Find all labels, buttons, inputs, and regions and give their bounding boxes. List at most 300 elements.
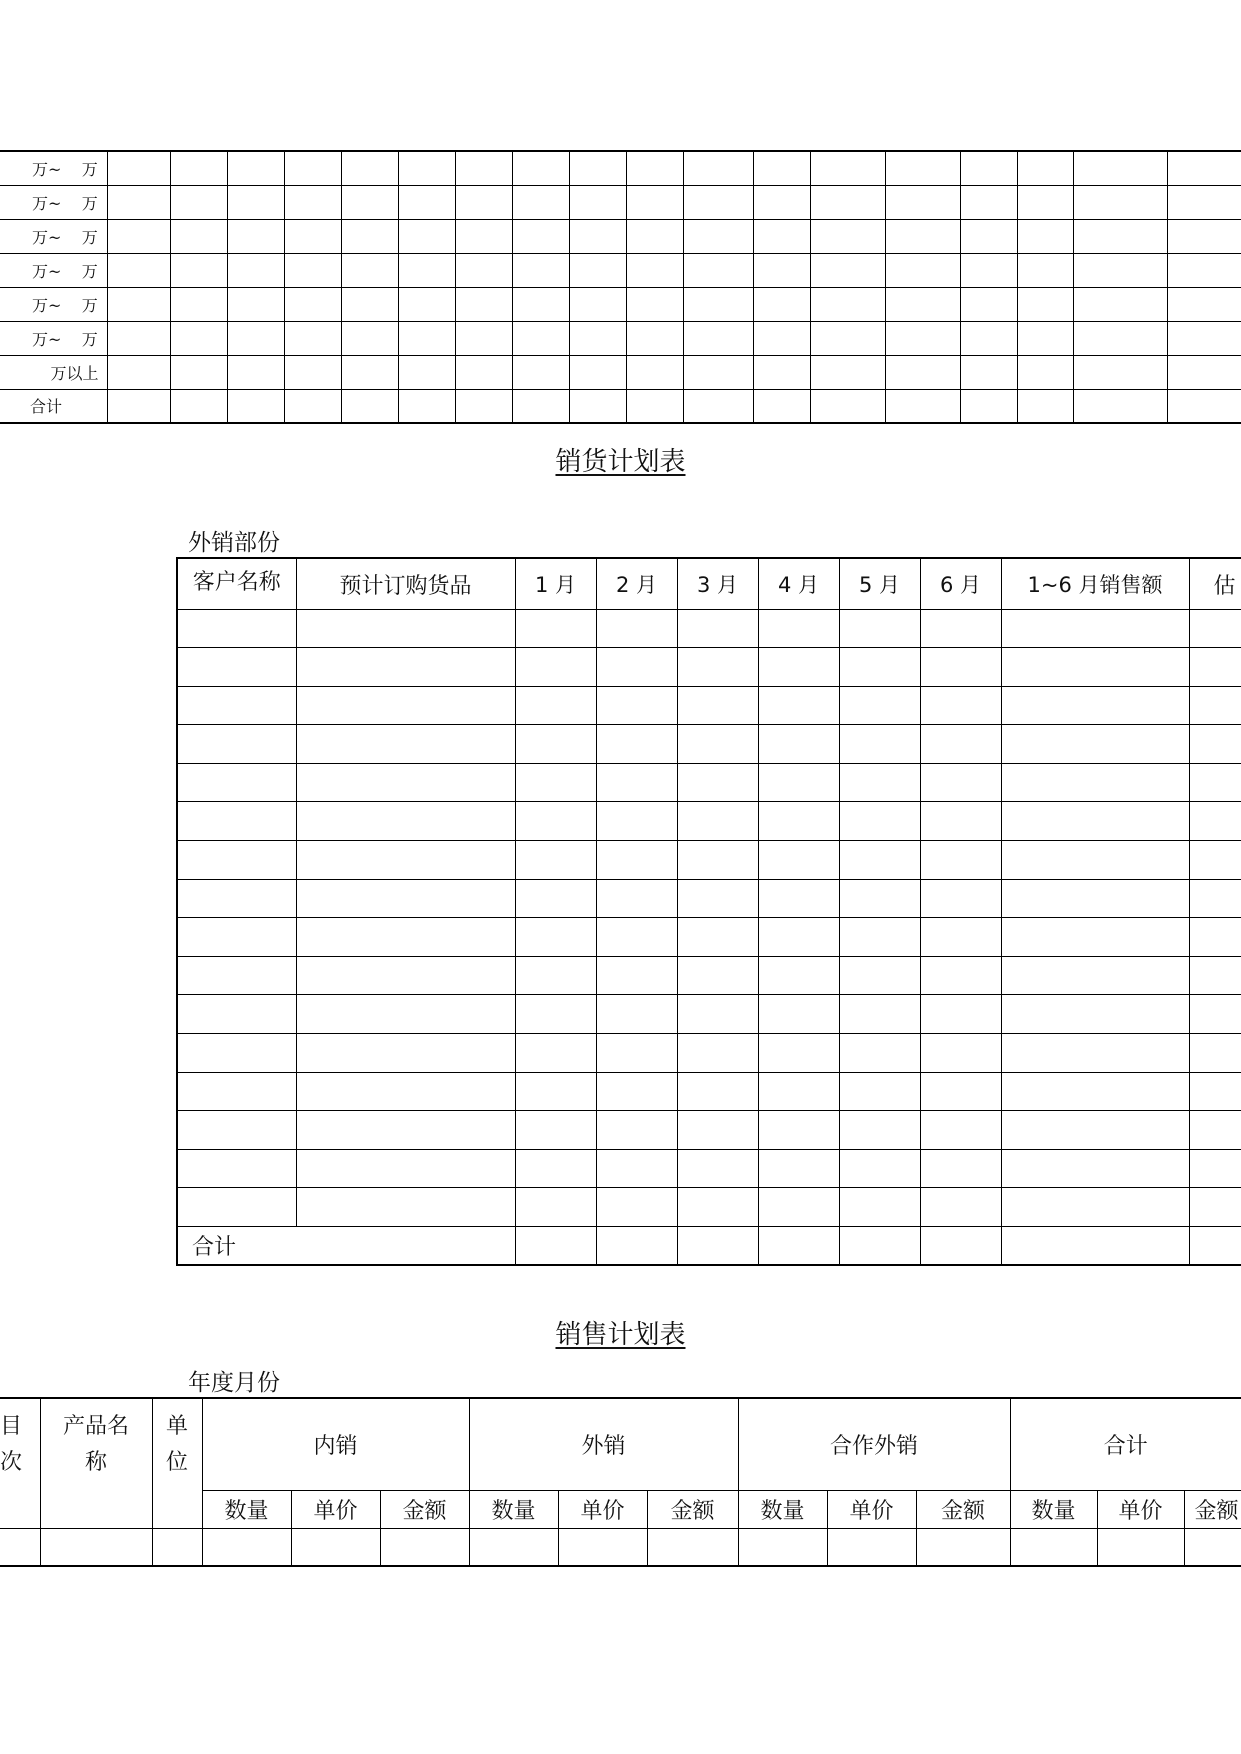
cell	[677, 1111, 758, 1150]
cell	[1017, 151, 1073, 185]
cell	[1189, 1227, 1241, 1266]
cell	[296, 879, 515, 918]
cell	[1189, 725, 1241, 764]
cell	[398, 287, 455, 321]
total-row	[177, 1227, 1241, 1266]
cell	[758, 763, 839, 802]
cell	[960, 219, 1017, 253]
cell	[1001, 918, 1189, 957]
cell	[1001, 1072, 1189, 1111]
cell	[177, 648, 296, 687]
cell	[596, 995, 677, 1034]
subheader-unit-price: 单价	[827, 1490, 916, 1528]
cell	[341, 389, 398, 423]
cell	[626, 287, 683, 321]
cell	[753, 219, 810, 253]
range-label: 合计	[0, 389, 107, 423]
cell	[177, 918, 296, 957]
cell	[810, 287, 885, 321]
cell	[1017, 219, 1073, 253]
cell	[810, 151, 885, 185]
cell	[515, 648, 596, 687]
cell	[920, 686, 1001, 725]
cell	[677, 1072, 758, 1111]
cell	[170, 321, 227, 355]
cell	[515, 1188, 596, 1227]
cell	[1073, 253, 1167, 287]
cell	[596, 1111, 677, 1150]
table-row	[177, 1072, 1241, 1111]
cell	[227, 185, 284, 219]
header-item-no: 目 次	[0, 1398, 40, 1528]
cell	[960, 321, 1017, 355]
cell	[626, 151, 683, 185]
cell	[920, 1034, 1001, 1073]
range-label: 万~ 万	[0, 287, 107, 321]
cell	[839, 802, 920, 841]
cell	[341, 219, 398, 253]
cell	[455, 355, 512, 389]
cell	[227, 321, 284, 355]
cell	[960, 389, 1017, 423]
year-month-label: 年度月份	[188, 1370, 280, 1396]
range-row	[0, 151, 1241, 185]
cell	[515, 918, 596, 957]
cell	[569, 287, 626, 321]
cell	[596, 956, 677, 995]
cell	[960, 253, 1017, 287]
cell	[596, 1034, 677, 1073]
cell	[455, 321, 512, 355]
cell	[455, 287, 512, 321]
cell	[1017, 355, 1073, 389]
cell	[170, 287, 227, 321]
cell	[920, 725, 1001, 764]
header-month-5: 5 月	[839, 558, 920, 609]
cell	[885, 389, 960, 423]
cell	[296, 1072, 515, 1111]
cell	[677, 763, 758, 802]
cell	[380, 1528, 469, 1566]
table-row	[177, 841, 1241, 880]
cell	[512, 321, 569, 355]
cell	[1001, 879, 1189, 918]
cell	[512, 219, 569, 253]
cell	[753, 389, 810, 423]
sales-goods-plan-table	[176, 557, 1241, 1266]
cell	[296, 648, 515, 687]
cell	[596, 1149, 677, 1188]
cell	[885, 355, 960, 389]
cell	[512, 355, 569, 389]
sales-plan-table	[0, 1397, 1241, 1567]
cell	[758, 841, 839, 880]
cell	[885, 185, 960, 219]
cell	[626, 185, 683, 219]
cell	[398, 355, 455, 389]
cell	[569, 355, 626, 389]
cell	[1167, 389, 1241, 423]
cell	[398, 389, 455, 423]
cell	[1189, 763, 1241, 802]
cell	[1189, 841, 1241, 880]
cell	[758, 1072, 839, 1111]
cell	[296, 725, 515, 764]
range-label: 万以上	[0, 355, 107, 389]
cell	[227, 219, 284, 253]
cell	[341, 185, 398, 219]
cell	[284, 151, 341, 185]
cell	[455, 219, 512, 253]
cell	[758, 1149, 839, 1188]
cell	[170, 389, 227, 423]
cell	[758, 1188, 839, 1227]
cell	[677, 802, 758, 841]
table-row	[177, 725, 1241, 764]
cell	[469, 1528, 558, 1566]
header-product-name: 产品名 称	[40, 1398, 152, 1528]
cell	[839, 1034, 920, 1073]
cell	[839, 1111, 920, 1150]
cell	[683, 151, 753, 185]
cell	[170, 219, 227, 253]
cell	[284, 389, 341, 423]
cell	[398, 253, 455, 287]
subheader-quantity: 数量	[1010, 1490, 1097, 1528]
cell	[677, 841, 758, 880]
header-export: 外销	[469, 1398, 738, 1490]
cell	[920, 995, 1001, 1034]
sales-goods-plan-title: 销货计划表	[555, 447, 686, 477]
cell	[107, 389, 170, 423]
cell	[753, 355, 810, 389]
cell	[1189, 1149, 1241, 1188]
header-domestic: 内销	[202, 1398, 469, 1490]
cell	[916, 1528, 1010, 1566]
cell	[677, 1034, 758, 1073]
cell	[152, 1528, 202, 1566]
sales-plan-title: 销售计划表	[555, 1320, 686, 1350]
cell	[1167, 355, 1241, 389]
cell	[839, 918, 920, 957]
cell	[920, 841, 1001, 880]
cell	[810, 185, 885, 219]
cell	[1189, 1072, 1241, 1111]
cell	[683, 287, 753, 321]
cell	[177, 1111, 296, 1150]
cell	[515, 1072, 596, 1111]
cell	[758, 725, 839, 764]
range-row	[0, 253, 1241, 287]
cell	[512, 253, 569, 287]
cell	[1167, 151, 1241, 185]
cell	[647, 1528, 738, 1566]
cell	[1073, 355, 1167, 389]
cell	[296, 609, 515, 648]
cell	[683, 219, 753, 253]
cell	[839, 995, 920, 1034]
cell	[1097, 1528, 1184, 1566]
header-customer-name: 客户名称	[177, 558, 296, 609]
cell	[1189, 995, 1241, 1034]
cell	[284, 185, 341, 219]
cell	[1017, 185, 1073, 219]
cell	[839, 1149, 920, 1188]
cell	[341, 355, 398, 389]
cell	[227, 287, 284, 321]
cell	[758, 918, 839, 957]
cell	[455, 253, 512, 287]
cell	[920, 1188, 1001, 1227]
cell	[920, 763, 1001, 802]
cell	[758, 956, 839, 995]
cell	[683, 389, 753, 423]
cell	[515, 763, 596, 802]
cell	[341, 321, 398, 355]
cell	[177, 1034, 296, 1073]
table-row	[177, 686, 1241, 725]
cell	[677, 956, 758, 995]
cell	[1017, 287, 1073, 321]
cell	[677, 879, 758, 918]
header-h1-sales-total: 1~6 月销售额	[1001, 558, 1189, 609]
cell	[1017, 389, 1073, 423]
cell	[885, 253, 960, 287]
cell	[596, 725, 677, 764]
cell	[1189, 609, 1241, 648]
table-row	[177, 802, 1241, 841]
range-label: 万~ 万	[0, 151, 107, 185]
cell	[885, 321, 960, 355]
cell	[758, 609, 839, 648]
cell	[839, 763, 920, 802]
range-row	[0, 389, 1241, 423]
cell	[284, 287, 341, 321]
cell	[1184, 1528, 1241, 1566]
cell	[758, 802, 839, 841]
cell	[626, 389, 683, 423]
subheader-amount: 金额	[647, 1490, 738, 1528]
cell	[810, 355, 885, 389]
header-total: 合计	[1010, 1398, 1241, 1490]
cell	[920, 802, 1001, 841]
range-row	[0, 321, 1241, 355]
cell	[596, 1227, 677, 1266]
cell	[1073, 151, 1167, 185]
cell	[960, 185, 1017, 219]
table-header-row	[0, 1398, 1241, 1490]
cell	[515, 841, 596, 880]
cell	[515, 802, 596, 841]
cell	[177, 763, 296, 802]
cell	[1189, 918, 1241, 957]
table-row	[177, 956, 1241, 995]
cell	[1001, 725, 1189, 764]
cell	[1001, 1034, 1189, 1073]
cell	[1189, 1188, 1241, 1227]
cell	[398, 151, 455, 185]
cell	[758, 995, 839, 1034]
cell	[839, 725, 920, 764]
table-row	[177, 1034, 1241, 1073]
cell	[839, 841, 920, 880]
table-row	[177, 1111, 1241, 1150]
cell	[170, 151, 227, 185]
cell	[1073, 185, 1167, 219]
cell	[515, 686, 596, 725]
cell	[596, 648, 677, 687]
cell	[170, 253, 227, 287]
cell	[284, 355, 341, 389]
subheader-unit-price: 单价	[291, 1490, 380, 1528]
cell	[296, 686, 515, 725]
cell	[1001, 763, 1189, 802]
cell	[296, 763, 515, 802]
cell	[398, 219, 455, 253]
cell	[839, 956, 920, 995]
subheader-amount: 金额	[1184, 1490, 1241, 1528]
subheader-amount: 金额	[916, 1490, 1010, 1528]
cell	[177, 995, 296, 1034]
cell	[515, 725, 596, 764]
cell	[677, 1227, 758, 1266]
cell	[177, 1188, 296, 1227]
table-row	[177, 1188, 1241, 1227]
cell	[596, 1188, 677, 1227]
cell	[885, 219, 960, 253]
cell	[227, 151, 284, 185]
cell	[177, 802, 296, 841]
cell	[920, 879, 1001, 918]
cell	[758, 1111, 839, 1150]
cell	[758, 686, 839, 725]
cell	[1001, 802, 1189, 841]
cell	[1189, 956, 1241, 995]
cell	[227, 389, 284, 423]
cell	[107, 151, 170, 185]
cell	[1001, 1111, 1189, 1150]
cell	[1167, 219, 1241, 253]
cell	[1001, 686, 1189, 725]
cell	[1001, 1227, 1189, 1266]
cell	[177, 609, 296, 648]
table-header-row	[177, 558, 1241, 609]
cell	[920, 1149, 1001, 1188]
cell	[455, 151, 512, 185]
cell	[839, 1072, 920, 1111]
cell	[177, 879, 296, 918]
cell	[0, 1528, 40, 1566]
cell	[1167, 253, 1241, 287]
cell	[960, 151, 1017, 185]
cell	[1073, 219, 1167, 253]
cell	[839, 1227, 920, 1266]
cell	[920, 1072, 1001, 1111]
cell	[626, 219, 683, 253]
cell	[1189, 802, 1241, 841]
cell	[569, 185, 626, 219]
cell	[455, 185, 512, 219]
table-row	[177, 1149, 1241, 1188]
cell	[960, 287, 1017, 321]
cell	[291, 1528, 380, 1566]
cell	[107, 185, 170, 219]
cell	[626, 355, 683, 389]
cell	[296, 841, 515, 880]
cell	[398, 321, 455, 355]
subheader-amount: 金额	[380, 1490, 469, 1528]
cell	[677, 725, 758, 764]
cell	[107, 287, 170, 321]
cell	[677, 995, 758, 1034]
cell	[1017, 321, 1073, 355]
cell	[626, 321, 683, 355]
cell	[839, 609, 920, 648]
export-section-label: 外销部份	[188, 530, 280, 556]
cell	[1001, 841, 1189, 880]
cell	[341, 253, 398, 287]
table-row	[177, 995, 1241, 1034]
range-row	[0, 355, 1241, 389]
header-month-3: 3 月	[677, 558, 758, 609]
cell	[40, 1528, 152, 1566]
cell	[515, 1149, 596, 1188]
cell	[596, 1072, 677, 1111]
subheader-quantity: 数量	[469, 1490, 558, 1528]
cell	[596, 609, 677, 648]
cell	[284, 321, 341, 355]
cell	[1167, 185, 1241, 219]
cell	[758, 879, 839, 918]
header-cooperative-export: 合作外销	[738, 1398, 1010, 1490]
cell	[1017, 253, 1073, 287]
cell	[1189, 648, 1241, 687]
cell	[515, 1034, 596, 1073]
cell	[753, 321, 810, 355]
cell	[1189, 879, 1241, 918]
subheader-unit-price: 单价	[1097, 1490, 1184, 1528]
cell	[753, 287, 810, 321]
cell	[569, 253, 626, 287]
range-row	[0, 219, 1241, 253]
cell	[839, 879, 920, 918]
header-unit: 单 位	[152, 1398, 202, 1528]
cell	[683, 185, 753, 219]
cell	[341, 151, 398, 185]
cell	[758, 648, 839, 687]
cell	[398, 185, 455, 219]
cell	[515, 1111, 596, 1150]
amount-range-table	[0, 150, 1241, 424]
cell	[569, 389, 626, 423]
cell	[177, 956, 296, 995]
cell	[512, 185, 569, 219]
cell	[839, 686, 920, 725]
cell	[677, 648, 758, 687]
range-label: 万~ 万	[0, 219, 107, 253]
cell	[827, 1528, 916, 1566]
table-row	[177, 609, 1241, 648]
cell	[677, 609, 758, 648]
total-label: 合计	[177, 1227, 515, 1266]
cell	[626, 253, 683, 287]
header-month-1: 1 月	[515, 558, 596, 609]
cell	[596, 686, 677, 725]
range-row	[0, 185, 1241, 219]
cell	[810, 219, 885, 253]
cell	[515, 995, 596, 1034]
cell	[107, 253, 170, 287]
